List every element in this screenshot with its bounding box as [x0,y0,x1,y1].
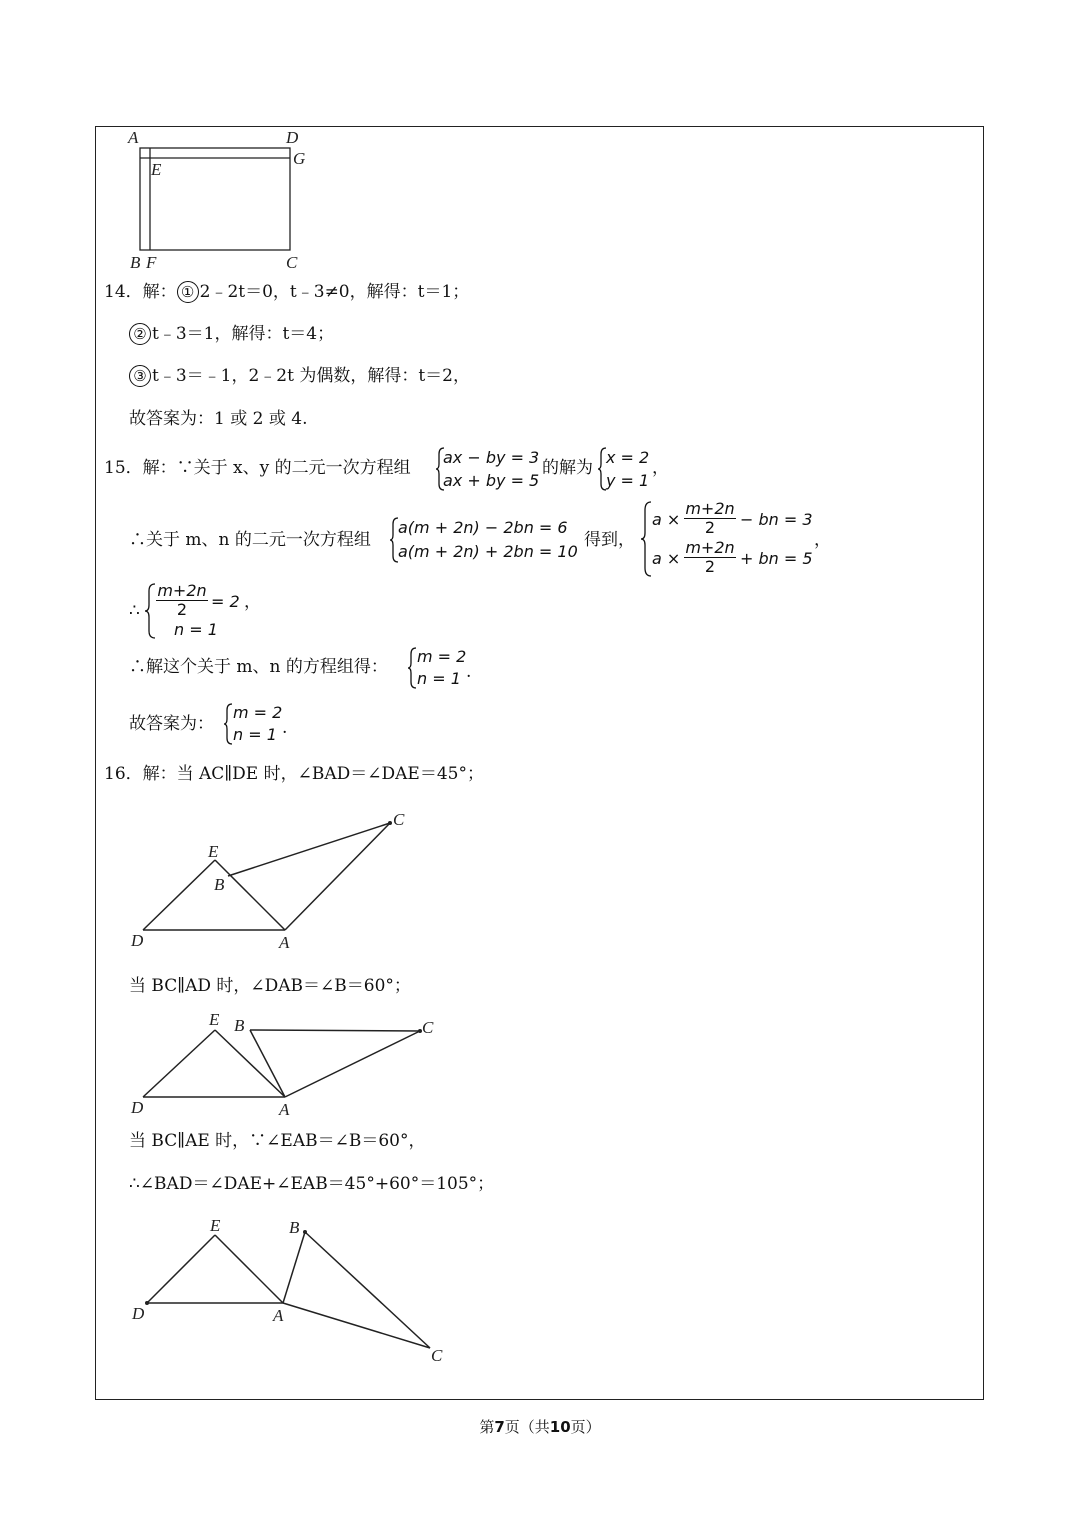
triangle-figure-2 [125,1005,445,1120]
label-G: G [293,149,306,168]
q15-line2-mid: 得到， [584,530,635,550]
svg-text:D: D [131,1098,144,1117]
svg-text:B: B [234,1016,245,1035]
document-page: A D G E B F C 14．解： ① 2﹣2t＝0，t﹣3≠0，解得：t＝1； ② t﹣3＝1，解得：t＝4； ③ t﹣3＝﹣1，2﹣2t 为偶数，解得：t＝2， 故答案为：1 或 2 或 4. 15．解：∵关于 x、y 的二元一次方程组 ax − by = 3 ax + by = 5 的解为 x = 2 y = 1 ， ∴关于 m、n 的二元一次方程组 a(m + 2n) − 2bn = 6 a(m + 2n) + 2bn = 10 得到， a × m+2n 2 − bn = 3 a × m+2n 2 + bn = 5 ， ∴ m+2n 2 = 2 ， n = 1 ∴解这个关于 m、n 的方程组得： m = 2 n = 1 . 故答案为： m = 2 n = 1 . 16．解：当 AC∥DE 时，∠BAD＝∠DAE＝45°； E B C D A 当 BC∥AD 时，∠DAB＝∠B＝60°； E B C D A 当 BC∥AE 时，∵∠EAB＝∠B＝60°， ∴∠BAD＝∠DAE+∠EAB＝45°+60°＝105°； E B C D A 第7页（共10页） [0,0,1080,1527]
q16-line4: ∴∠BAD＝∠DAE+∠EAB＝45°+60°＝105°； [129,1174,495,1194]
svg-text:E: E [208,842,219,861]
svg-text:C: C [431,1346,443,1365]
label-E: E [151,160,162,179]
q15-intro: 15．解：∵关于 x、y 的二元一次方程组 [104,458,411,478]
page-footer: 第7页（共10页） [479,1418,601,1436]
circled-number: ② [129,323,151,345]
svg-text:A: A [279,933,290,952]
q16-line3: 当 BC∥AE 时，∵∠EAB＝∠B＝60°， [129,1131,426,1151]
svg-text:A: A [279,1100,290,1119]
label-C: C [286,253,298,272]
q15-system2: a(m + 2n) − 2bn = 6 a(m + 2n) + 2bn = 10 [398,518,578,561]
q15-line2-pre: ∴关于 m、n 的二元一次方程组 [129,530,371,550]
label-F: F [146,253,157,272]
label-A: A [128,128,139,147]
svg-text:B: B [214,875,225,894]
q14-line3: ③ t﹣3＝﹣1，2﹣2t 为偶数，解得：t＝2， [129,364,470,388]
q15-mid1: 的解为 [542,458,593,478]
svg-text:D: D [132,1304,145,1323]
page-total: 10 [549,1418,571,1436]
svg-text:A: A [273,1306,284,1325]
q15-system1: ax − by = 3 ax + by = 5 [443,448,540,490]
svg-text:D: D [131,931,144,950]
q15-solution2: m = 2 n = 1 [417,647,467,688]
svg-text:E: E [210,1216,221,1235]
q15-system4: m+2n 2 = 2 ， n = 1 [157,581,261,639]
circled-number: ③ [129,365,151,387]
q15-solution3: m = 2 n = 1 [233,703,283,744]
q14-answer: 故答案为：1 或 2 或 4. [129,409,308,429]
q14-line1: 14．解： ① 2﹣2t＝0，t﹣3≠0，解得：t＝1； [104,282,470,302]
q14-line2: ② t﹣3＝1，解得：t＝4； [129,322,334,346]
q15-answer: 故答案为： [129,714,214,734]
svg-text:E: E [209,1010,220,1029]
label-B: B [130,253,141,272]
q15-solution1: x = 2 y = 1 [606,448,650,490]
svg-text:C: C [393,810,405,829]
label-D: D [286,128,299,147]
q16-line1: 16．解：当 AC∥DE 时，∠BAD＝∠DAE＝45°； [104,764,484,784]
q15-line4: ∴解这个关于 m、n 的方程组得： [129,657,388,677]
rectangle-figure [120,126,320,274]
q16-line2: 当 BC∥AD 时，∠DAB＝∠B＝60°； [129,976,411,996]
svg-text:C: C [422,1018,434,1037]
circled-number: ① [177,281,199,303]
triangle-figure-3 [125,1210,455,1370]
page-number: 7 [494,1418,505,1436]
triangle-figure-1 [125,800,425,955]
svg-text:B: B [289,1218,300,1237]
